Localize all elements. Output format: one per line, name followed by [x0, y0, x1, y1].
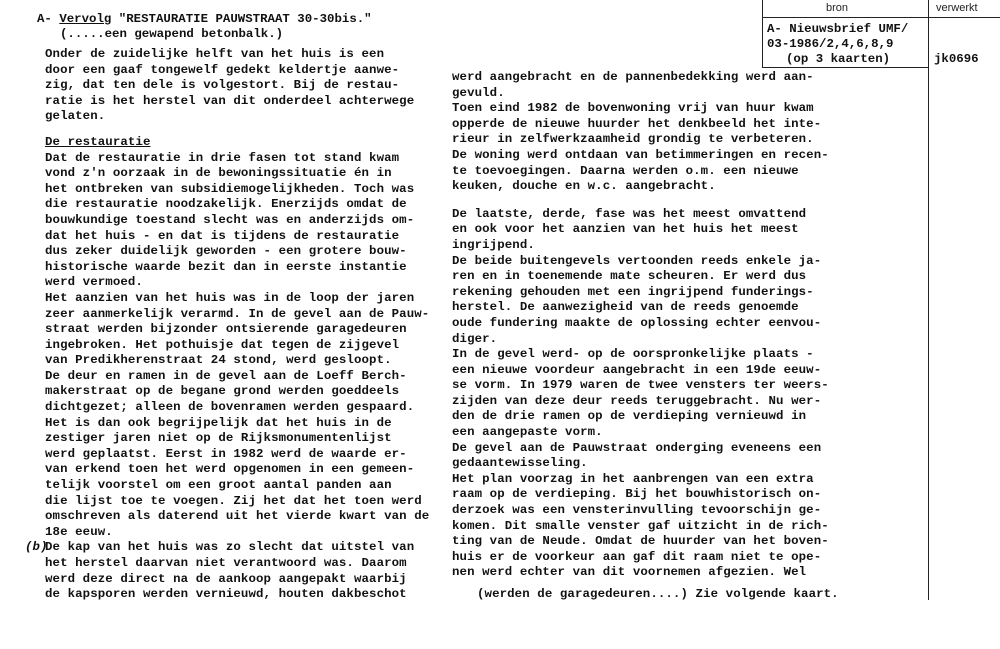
text-line: te toevoegingen. Daarna werden o.m. een nieuwe [452, 163, 799, 178]
text-line: die restauratie noodzakelijk. Enerzijds omdat de [45, 197, 407, 212]
card-bottom-rule [762, 67, 928, 68]
bron-line-1: A- Nieuwsbrief UMF/ [767, 22, 909, 36]
text-line: 18e eeuw. [45, 524, 113, 539]
text-line: ting van de Neude. Omdat de huurder van het boven- [452, 534, 829, 549]
text-line: ingebroken. Het pothuisje dat tegen de zijgevel [45, 337, 400, 352]
text-line: diger. [452, 331, 498, 346]
text-line: een aangepaste vorm. [452, 425, 603, 440]
text-line: nen werd echter van dit voornemen afgezien. Wel [452, 565, 807, 580]
text-line: rekening gehouden met een ingrijpend funderings- [452, 284, 814, 299]
text-line: dat het huis - en dat is tijdens de restauratie [45, 228, 400, 243]
text-line: het ontbreken van subsidiemogelijkheden. Toch was [45, 181, 415, 196]
bron-line-2: 03-1986/2,4,6,8,9 [767, 37, 894, 51]
text-line: raam op de verdieping. Bij het bouwhistorisch on- [452, 487, 822, 502]
text-line: De gevel aan de Pauwstraat onderging eveneens een [452, 440, 822, 455]
text-line: omschreven als daterend uit het vierde kwart van de [45, 509, 430, 524]
text-line: Toen eind 1982 de bovenwoning vrij van huur kwam [452, 101, 814, 116]
text-line: Het plan voorzag in het aanbrengen van een extra [452, 471, 814, 486]
document-title [37, 12, 372, 27]
text-line: rieur in zelfwerkzaamheid grondig te verbeteren. [452, 132, 814, 147]
text-line: werd deze direct na de aankoop aangepakt waarbij [45, 571, 407, 586]
text-line: De laatste, derde, fase was het meest omvattend [452, 206, 807, 221]
text-line: zijden van deze deur reeds teruggebracht. Nu wer- [452, 393, 822, 408]
text-line: zeer aanmerkelijk verarmd. In de gevel aan de Pauw- [45, 306, 430, 321]
right-paragraph-1 [452, 70, 829, 195]
title-text: "RESTAURATIE PAUWSTRAAT 30-30bis." [111, 12, 372, 26]
text-line: se vorm. In 1979 waren de twee vensters ter weers- [452, 378, 829, 393]
text-line: werd vermoed. [45, 275, 143, 290]
text-line: zestiger jaren niet op de Rijksmonumentenlijst [45, 431, 392, 446]
text-line: historische waarde bezit dan in eerste instantie [45, 259, 407, 274]
vervolg-label: Vervolg [59, 12, 112, 26]
section-heading: De restauratie [45, 134, 151, 149]
text-line: gedaantewisseling. [452, 456, 588, 471]
text-line: ingrijpend. [452, 237, 535, 252]
restauratie-body [45, 151, 450, 541]
text-line: van Predikherenstraat 24 stond, werd gesloopt. [45, 353, 392, 368]
text-line: gelaten. [45, 109, 106, 124]
text-line: dus zeker duidelijk geworden - een grotere bouw- [45, 244, 407, 259]
text-line: van erkend toen het werd opgenomen in een gemeen- [45, 462, 415, 477]
text-line: huis er de voorkeur aan gaf dit raam niet te ope- [452, 549, 822, 564]
continuation-note: (werden de garagedeuren....) Zie volgende kaart. [477, 587, 839, 601]
text-line: door een gaaf tongewelf gedekt keldertje aanwe- [45, 62, 400, 77]
left-column [25, 47, 450, 603]
text-line: oude fundering maakte de oplossing echter eenvou- [452, 315, 822, 330]
text-line: de kapsporen werden vernieuwd, houten dakbeschot [45, 587, 407, 602]
bron-column-label: bron [826, 2, 849, 14]
text-line: Onder de zuidelijke helft van het huis is een [45, 47, 385, 61]
text-line: den de drie ramen op de verdieping vernieuwd in [452, 409, 807, 424]
text-line: en ook voor het aanzien van het huis het meest [452, 222, 799, 237]
text-line: bouwkundige toestand slecht was en anderzijds om- [45, 212, 415, 227]
bron-line-3: (op 3 kaarten) [786, 52, 891, 66]
text-line: een nieuwe voordeur aangebracht in een 19de eeuw- [452, 362, 822, 377]
text-line: werd geplaatst. Eerst in 1982 werd de waarde er- [45, 446, 407, 461]
text-line: het herstel daarvan niet verantwoord was. Daarom [45, 556, 407, 570]
right-column [452, 70, 839, 603]
text-line: keuken, douche en w.c. aangebracht. [452, 179, 716, 194]
text-line: herstel. De aanwezigheid van de reeds genoemde [452, 300, 799, 315]
text-line: straat werden bijzonder ontsierende garagedeuren [45, 322, 407, 337]
verwerkt-column-label: verwerkt [936, 2, 978, 14]
text-line: zig, dat ten dele is volgestort. Bij de restau- [45, 78, 400, 93]
text-line: gevuld. [452, 85, 505, 100]
text-line: Het aanzien van het huis was in de loop der jaren [45, 290, 415, 305]
text-line: vond z'n oorzaak in de bewoningssituatie én in [45, 166, 392, 181]
text-line: De beide buitengevels vertoonden reeds enkele ja- [452, 253, 822, 268]
text-line: die lijst toe te voegen. Zij het dat het toen werd [45, 493, 422, 508]
card-column-divider [928, 0, 929, 600]
card-top-rule [762, 17, 1000, 18]
text-line: De kap van het huis was zo slecht dat uitstel van [45, 540, 415, 555]
text-line: opperde de nieuwe huurder het denkbeeld het inte- [452, 116, 822, 131]
card-left-rule [762, 0, 763, 68]
title-prefix: A- [37, 12, 60, 26]
text-line: De woning werd ontdaan van betimmeringen en recen- [452, 147, 829, 162]
right-paragraph-2 [452, 206, 829, 581]
text-line: Het is dan ook begrijpelijk dat het huis in de [45, 415, 392, 430]
text-line: werd aangebracht en de pannenbedekking werd aan- [452, 70, 814, 84]
intro-paragraph [45, 47, 450, 125]
margin-annotation: (b) [25, 540, 48, 555]
text-line: derzoek was een vensterinvulling tevoorschijn ge- [452, 503, 822, 518]
text-line: telijk voorstel om een groot aantal panden aan [45, 478, 392, 493]
text-line: De deur en ramen in de gevel aan de Loeff Berch- [45, 368, 407, 383]
kap-paragraph [25, 540, 450, 602]
verwerkt-code: jk0696 [934, 52, 979, 66]
text-line: komen. Dit smalle venster gaf uitzicht in de rich- [452, 518, 829, 533]
text-line: In de gevel werd- op de oorspronkelijke plaats - [452, 347, 814, 362]
text-line: ren en in toenemende mate scheuren. Er werd dus [452, 269, 807, 284]
text-line: makerstraat op de begane grond werden goeddeels [45, 384, 400, 399]
text-line: dichtgezet; alleen de bovenramen werden gespaard. [45, 400, 415, 415]
text-line: ratie is het herstel van dit onderdeel achterwege [45, 93, 415, 108]
document-subtitle: (.....een gewapend betonbalk.) [60, 27, 284, 41]
text-line: Dat de restauratie in drie fasen tot stand kwam [45, 150, 400, 165]
